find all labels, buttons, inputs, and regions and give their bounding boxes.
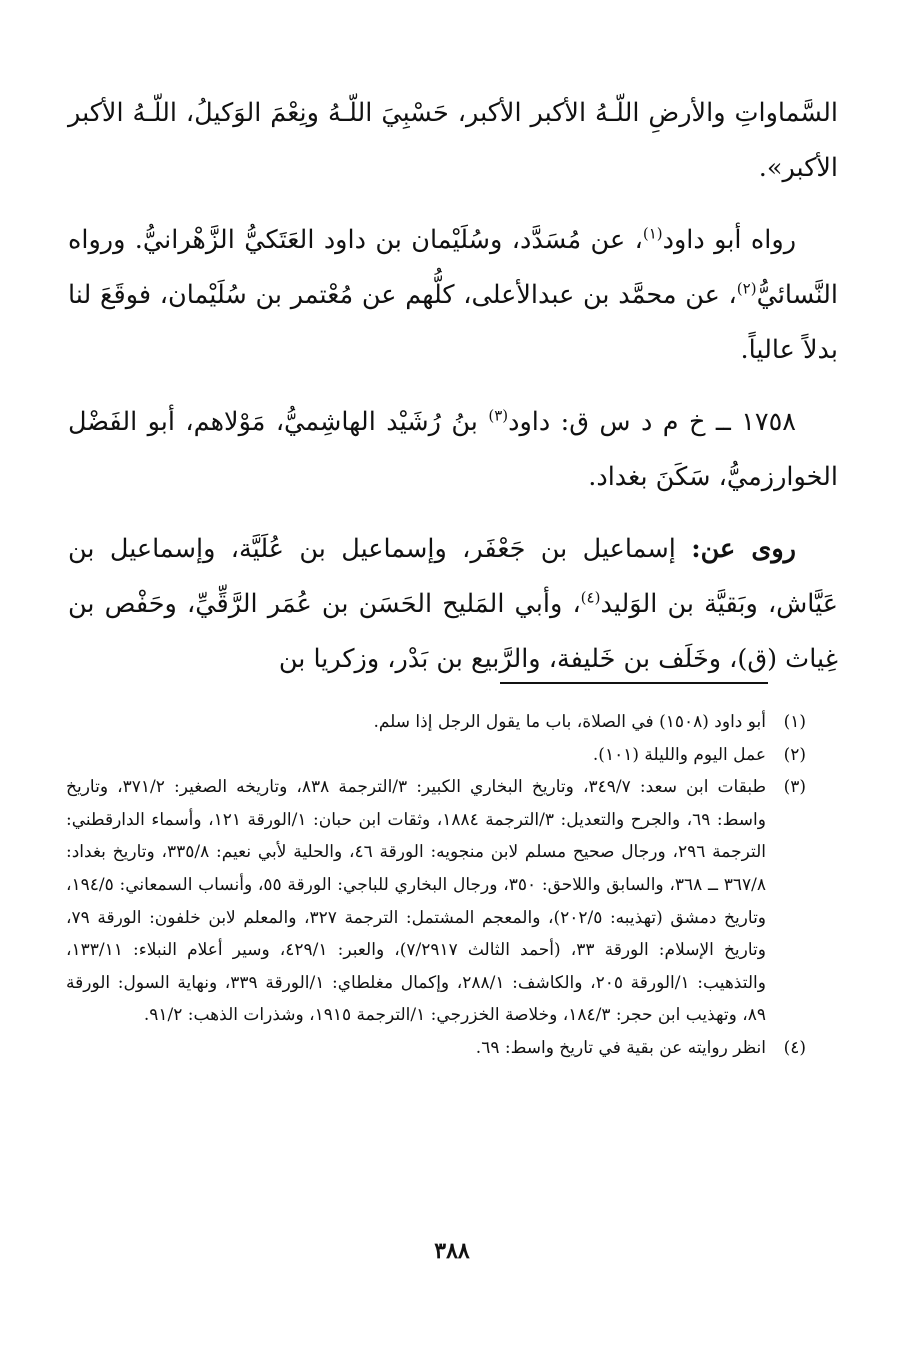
- footnote-ref-2[interactable]: (٢): [736, 279, 757, 298]
- footnote-2: [66, 739, 806, 772]
- page-number: ٣٨٨: [434, 1238, 470, 1264]
- footnotes: [66, 706, 806, 1065]
- entry-number: ١٧٥٨ ــ خ م د س ق: داود: [508, 407, 797, 437]
- footnote-number: (٤): [783, 1037, 806, 1058]
- paragraph-narration: رواه أبو داود$^{(١)}$، عن مُسَدَّد، وسُلَيْمان بن داود العَتَكيُّ الزَّهْرانيُّ. ورواه النَّسائيُّ$^{(٢)}$، عن محمَّد بن عبدالأعلى، كلُّهم عن مُعْتمر بن سُلَيْمان، فوقَعَ لنا بدلاً عالياً.: [68, 224, 838, 365]
- footnote-3: [66, 771, 806, 1032]
- footnote-text: انظر روايته عن بقية في تاريخ واسط: ٦٩.: [475, 1037, 766, 1058]
- main-text: [68, 86, 838, 687]
- footnote-separator: [500, 682, 768, 684]
- footnote-ref-4[interactable]: (٤): [580, 588, 601, 607]
- paragraph-prayer-end: السَّماواتِ والأرضِ اللّـهُ الأكبر الأكبر، حَسْبِيَ اللّـهُ ونِعْمَ الوَكيلُ، اللّـهُ الأكبر الأكبر».: [68, 98, 838, 183]
- narrated-from-label: روى عن:: [691, 534, 796, 564]
- footnote-4: [66, 1032, 806, 1065]
- footnote-ref-3[interactable]: (٣): [488, 406, 509, 425]
- footnote-text: طبقات ابن سعد: ٣٤٩/٧، وتاريخ البخاري الكبير: ٣/الترجمة ٨٣٨، وتاريخه الصغير: ٣٧١/٢، وتاريخ واسط: ٦٩، والجرح والتعديل: ٣/الترجمة ١٨٨٤، وثقات ابن حبان: ١/الورقة ١٢١، وأسماء الدارقطني: الترجمة ٢٩٦، ورجال صحيح مسلم لابن منجويه: الورقة ٤٦، والحلية لأبي نعيم: ٣٣٥/٨، وتاريخ بغداد: ٣٦٧/٨ ــ ٣٦٨، والسابق واللاحق: ٣٥٠، ورجال البخاري للباجي: الورقة ٥٥، وأنساب السمعاني: ١٩٤/٥، وتاريخ دمشق (تهذيبه: ٢٠٢/٥)، والمعجم المشتمل: الترجمة ٣٢٧، والمعلم لابن خلفون: الورقة ٧٩، وتاريخ الإسلام: الورقة ٣٣، (أحمد الثالث ٧/٢٩١٧)، والعبر: ٤٢٩/١، وسير أعلام النبلاء: ١٣٣/١١، والتذهيب: ١/الورقة ٢٠٥، والكاشف: ٢٨٨/١، وإكمال مغلطاي: ١/الورقة ٣٣٩، ونهاية السول: الورقة ٨٩، وتهذيب ابن حجر: ١٨٤/٣، وخلاصة الخزرجي: ١/الترجمة ١٩١٥، وشذرات الذهب: ٩١/٢.: [66, 777, 767, 1026]
- footnote-text: أبو داود (١٥٠٨) في الصلاة، باب ما يقول الرجل إذا سلم.: [373, 712, 766, 732]
- paragraph-narrated-from: روى عن: إسماعيل بن جَعْفَر، وإسماعيل بن عُلَيَّة، وإسماعيل بن عَيَّاش، وبَقيَّة بن الوَليد$^{(٤)}$، وأبي المَليح الحَسَن بن عُمَر الرَّقِّيِّ، وحَفْص بن غِياث (ق)، وخَلَف بن خَليفة، والرَّبيع بن بَدْر، وزكريا بن: [68, 534, 838, 674]
- footnote-1: [66, 706, 806, 739]
- footnote-text: عمل اليوم والليلة (١٠١).: [592, 744, 766, 765]
- footnote-ref-1[interactable]: (١): [642, 224, 663, 243]
- footnote-number: (٣): [783, 777, 806, 798]
- footnote-number: (٢): [783, 744, 806, 765]
- paragraph-entry-heading: ١٧٥٨ ــ خ م د س ق: داود$^{(٣)}$ بنُ رُشَيْد الهاشِميُّ، مَوْلاهم، أبو الفَضْل الخوارزميُّ، سَكَنَ بغداد.: [68, 406, 838, 492]
- footnote-number: (١): [783, 712, 806, 732]
